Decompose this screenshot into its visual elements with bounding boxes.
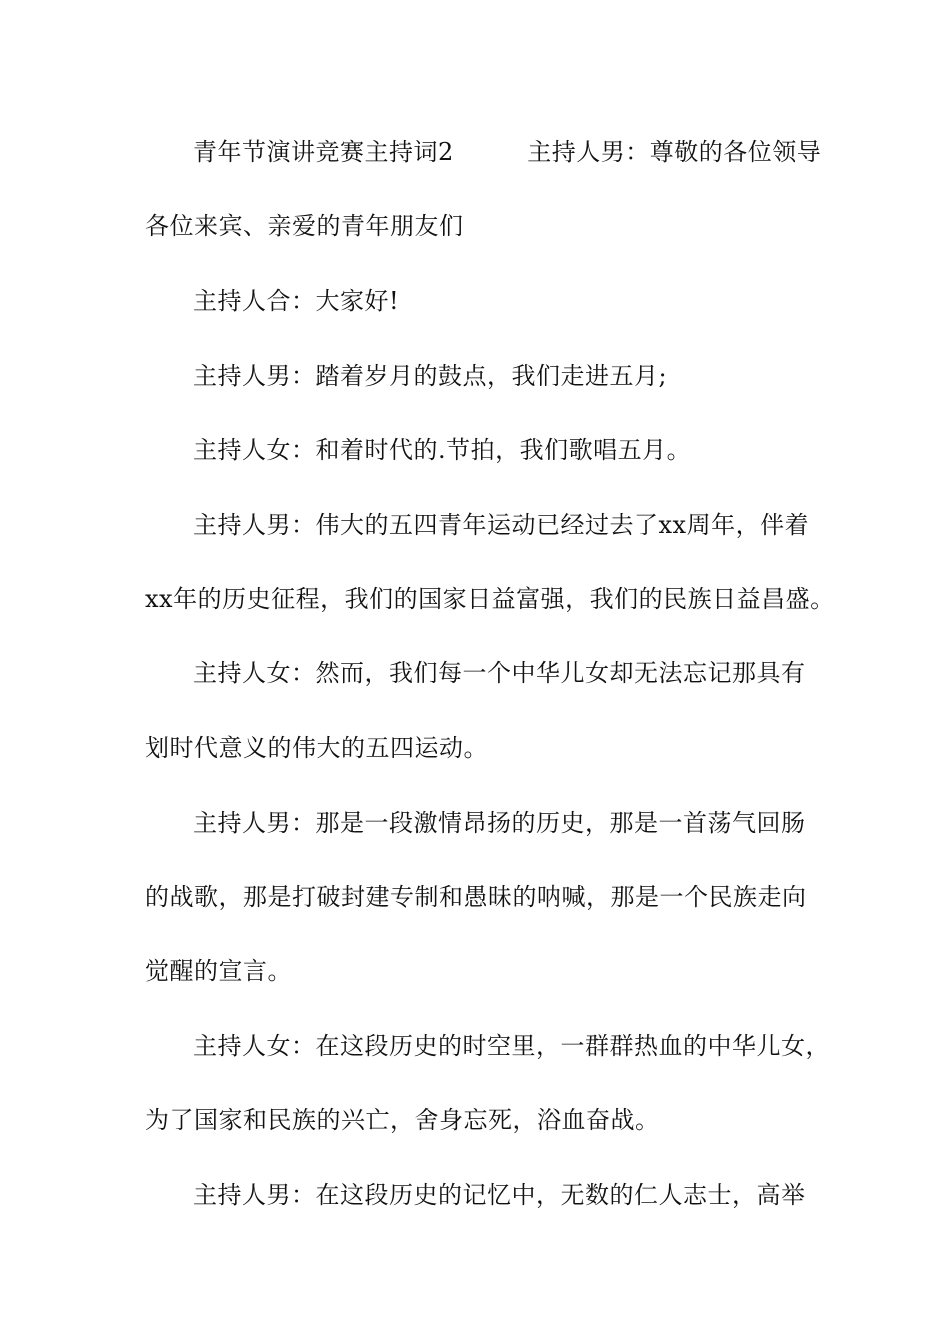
text-line: 划时代意义的伟大的五四运动。	[145, 734, 488, 762]
text-line: 主持人男：踏着岁月的鼓点，我们走进五月;	[193, 362, 668, 390]
text-line: 主持人男：那是一段激情昂扬的历史，那是一首荡气回肠	[193, 809, 806, 837]
text-line: 各位来宾、亲爱的青年朋友们	[145, 212, 464, 240]
text-line: 青年节演讲竞赛主持词2 主持人男：尊敬的各位领导	[193, 138, 822, 166]
text-line: 的战歌，那是打破封建专制和愚昧的呐喊，那是一个民族走向	[145, 883, 807, 911]
text-line: 为了国家和民族的兴亡，舍身忘死，浴血奋战。	[145, 1106, 660, 1134]
text-line: 主持人男：在这段历史的记忆中，无数的仁人志士，高举	[193, 1181, 806, 1209]
text-line: 主持人女：然而，我们每一个中华儿女却无法忘记那具有	[193, 659, 806, 687]
text-line: 主持人女：和着时代的.节拍，我们歌唱五月。	[193, 436, 692, 464]
text-line: 觉醒的宣言。	[145, 957, 292, 985]
text-line: 主持人合：大家好!	[193, 287, 400, 315]
text-line: 主持人男：伟大的五四青年运动已经过去了xx周年，伴着	[193, 511, 810, 539]
text-line: xx年的历史征程，我们的国家日益富强，我们的民族日益昌盛。	[145, 585, 835, 613]
text-line: 主持人女：在这段历史的时空里，一群群热血的中华儿女，	[193, 1032, 830, 1060]
